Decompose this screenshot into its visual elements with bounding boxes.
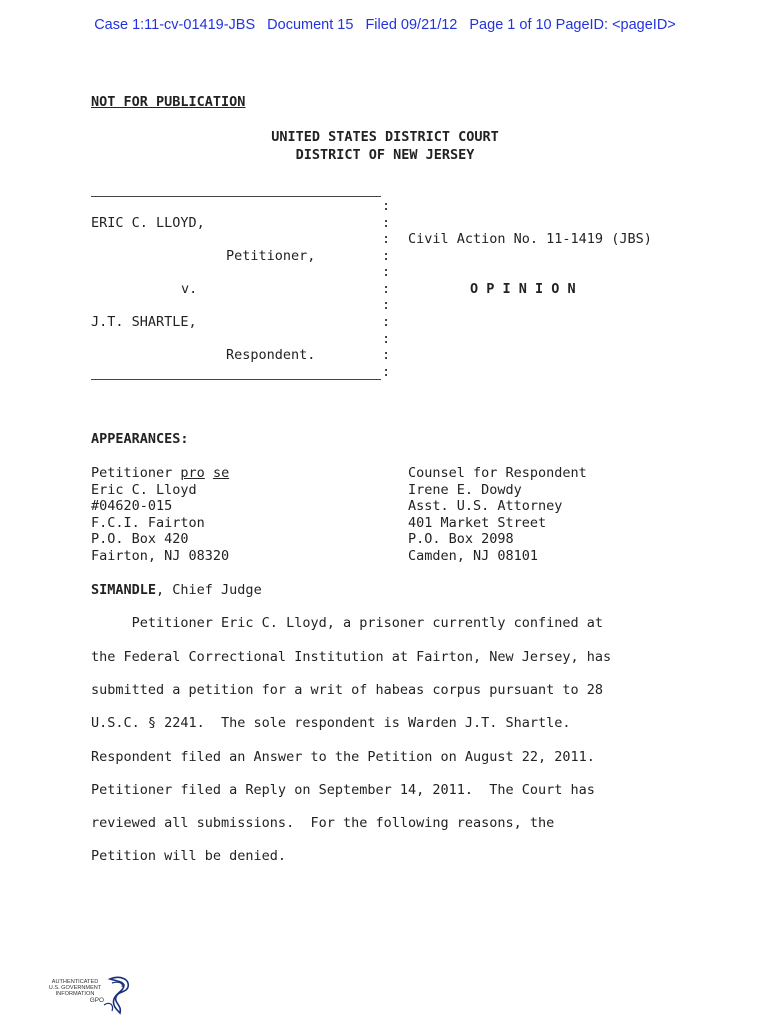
seal-line: GPO <box>89 996 104 1004</box>
se-term: se <box>212 465 230 481</box>
seal-line: INFORMATION <box>55 991 95 998</box>
petitioner-address-line: F.C.I. Fairton <box>91 515 205 531</box>
court-name: UNITED STATES DISTRICT COURT <box>271 129 499 145</box>
body-text-line: Petitioner filed a Reply on September 14, 2011. The Court has <box>91 782 595 798</box>
petitioner-role: Petitioner, <box>226 248 316 264</box>
opinion-title: O P I N I O N <box>470 281 576 297</box>
caption-colon: : <box>382 198 391 214</box>
caption-colon: : <box>382 215 391 231</box>
caption-colon: : <box>382 248 391 264</box>
petitioner-address-line: Fairton, NJ 08320 <box>91 548 230 564</box>
pro-term: pro <box>180 465 205 481</box>
respondent-address-line: Camden, NJ 08101 <box>408 548 539 564</box>
petitioner-name: ERIC C. LLOYD, <box>91 215 205 231</box>
judge-title: , Chief Judge <box>156 582 262 598</box>
case-number: Case 1:11-cv-01419-JBS <box>94 17 256 33</box>
petitioner-label: Petitioner <box>91 465 181 481</box>
body-text-line: Petitioner Eric C. Lloyd, a prisoner currently confined at <box>91 615 604 631</box>
document-number: Document 15 <box>267 17 354 33</box>
caption-colon: : <box>382 331 391 347</box>
caption-colon: : <box>382 281 391 297</box>
respondent-name: J.T. SHARTLE, <box>91 314 197 330</box>
eagle-icon <box>102 975 132 1017</box>
caption-bottom-rule <box>91 379 381 380</box>
caption-top-rule <box>91 196 381 197</box>
body-text-line: Respondent filed an Answer to the Petition on August 22, 2011. <box>91 749 595 765</box>
judge-name: SIMANDLE <box>91 582 157 598</box>
respondent-role: Respondent. <box>226 347 316 363</box>
respondent-address-line: P.O. Box 2098 <box>408 531 514 547</box>
respondent-address-line: Asst. U.S. Attorney <box>408 498 563 514</box>
publication-notice: NOT FOR PUBLICATION <box>91 94 246 110</box>
caption-colon: : <box>382 297 391 313</box>
caption-colon: : <box>382 231 391 247</box>
respondent-address-line: Irene E. Dowdy <box>408 482 522 498</box>
case-header <box>0 17 770 33</box>
respondent-address-line: 401 Market Street <box>408 515 547 531</box>
caption-colon: : <box>382 364 391 380</box>
page-info: Page 1 of 10 PageID: <pageID> <box>469 17 676 33</box>
body-text-line: Petition will be denied. <box>91 848 287 864</box>
body-text-line: submitted a petition for a writ of habeas corpus pursuant to 28 <box>91 682 604 698</box>
seal-line: U.S. GOVERNMENT <box>48 985 102 992</box>
caption-colon: : <box>382 314 391 330</box>
appearances-heading: APPEARANCES: <box>91 431 189 447</box>
caption-colon: : <box>382 347 391 363</box>
caption-colon: : <box>382 264 391 280</box>
seal-text <box>44 979 106 1004</box>
judge-line <box>91 582 262 598</box>
civil-action-number: Civil Action No. 11-1419 (JBS) <box>408 231 652 247</box>
petitioner-address-line: Eric C. Lloyd <box>91 482 197 498</box>
court-district: DISTRICT OF NEW JERSEY <box>295 147 475 163</box>
body-text-line: the Federal Correctional Institution at Fairton, New Jersey, has <box>91 649 612 665</box>
petitioner-address-line: #04620-015 <box>91 498 173 514</box>
body-text-line: U.S.C. § 2241. The sole respondent is Warden J.T. Shartle. <box>91 715 571 731</box>
filed-date: Filed 09/21/12 <box>365 17 458 33</box>
petitioner-counsel-title <box>91 465 229 481</box>
body-text-line: reviewed all submissions. For the following reasons, the <box>91 815 555 831</box>
seal-line: AUTHENTICATED <box>51 979 99 985</box>
versus: v. <box>181 281 198 297</box>
gpo-authentication-seal <box>44 975 134 1019</box>
petitioner-address-line: P.O. Box 420 <box>91 531 189 547</box>
respondent-counsel-title: Counsel for Respondent <box>408 465 587 481</box>
